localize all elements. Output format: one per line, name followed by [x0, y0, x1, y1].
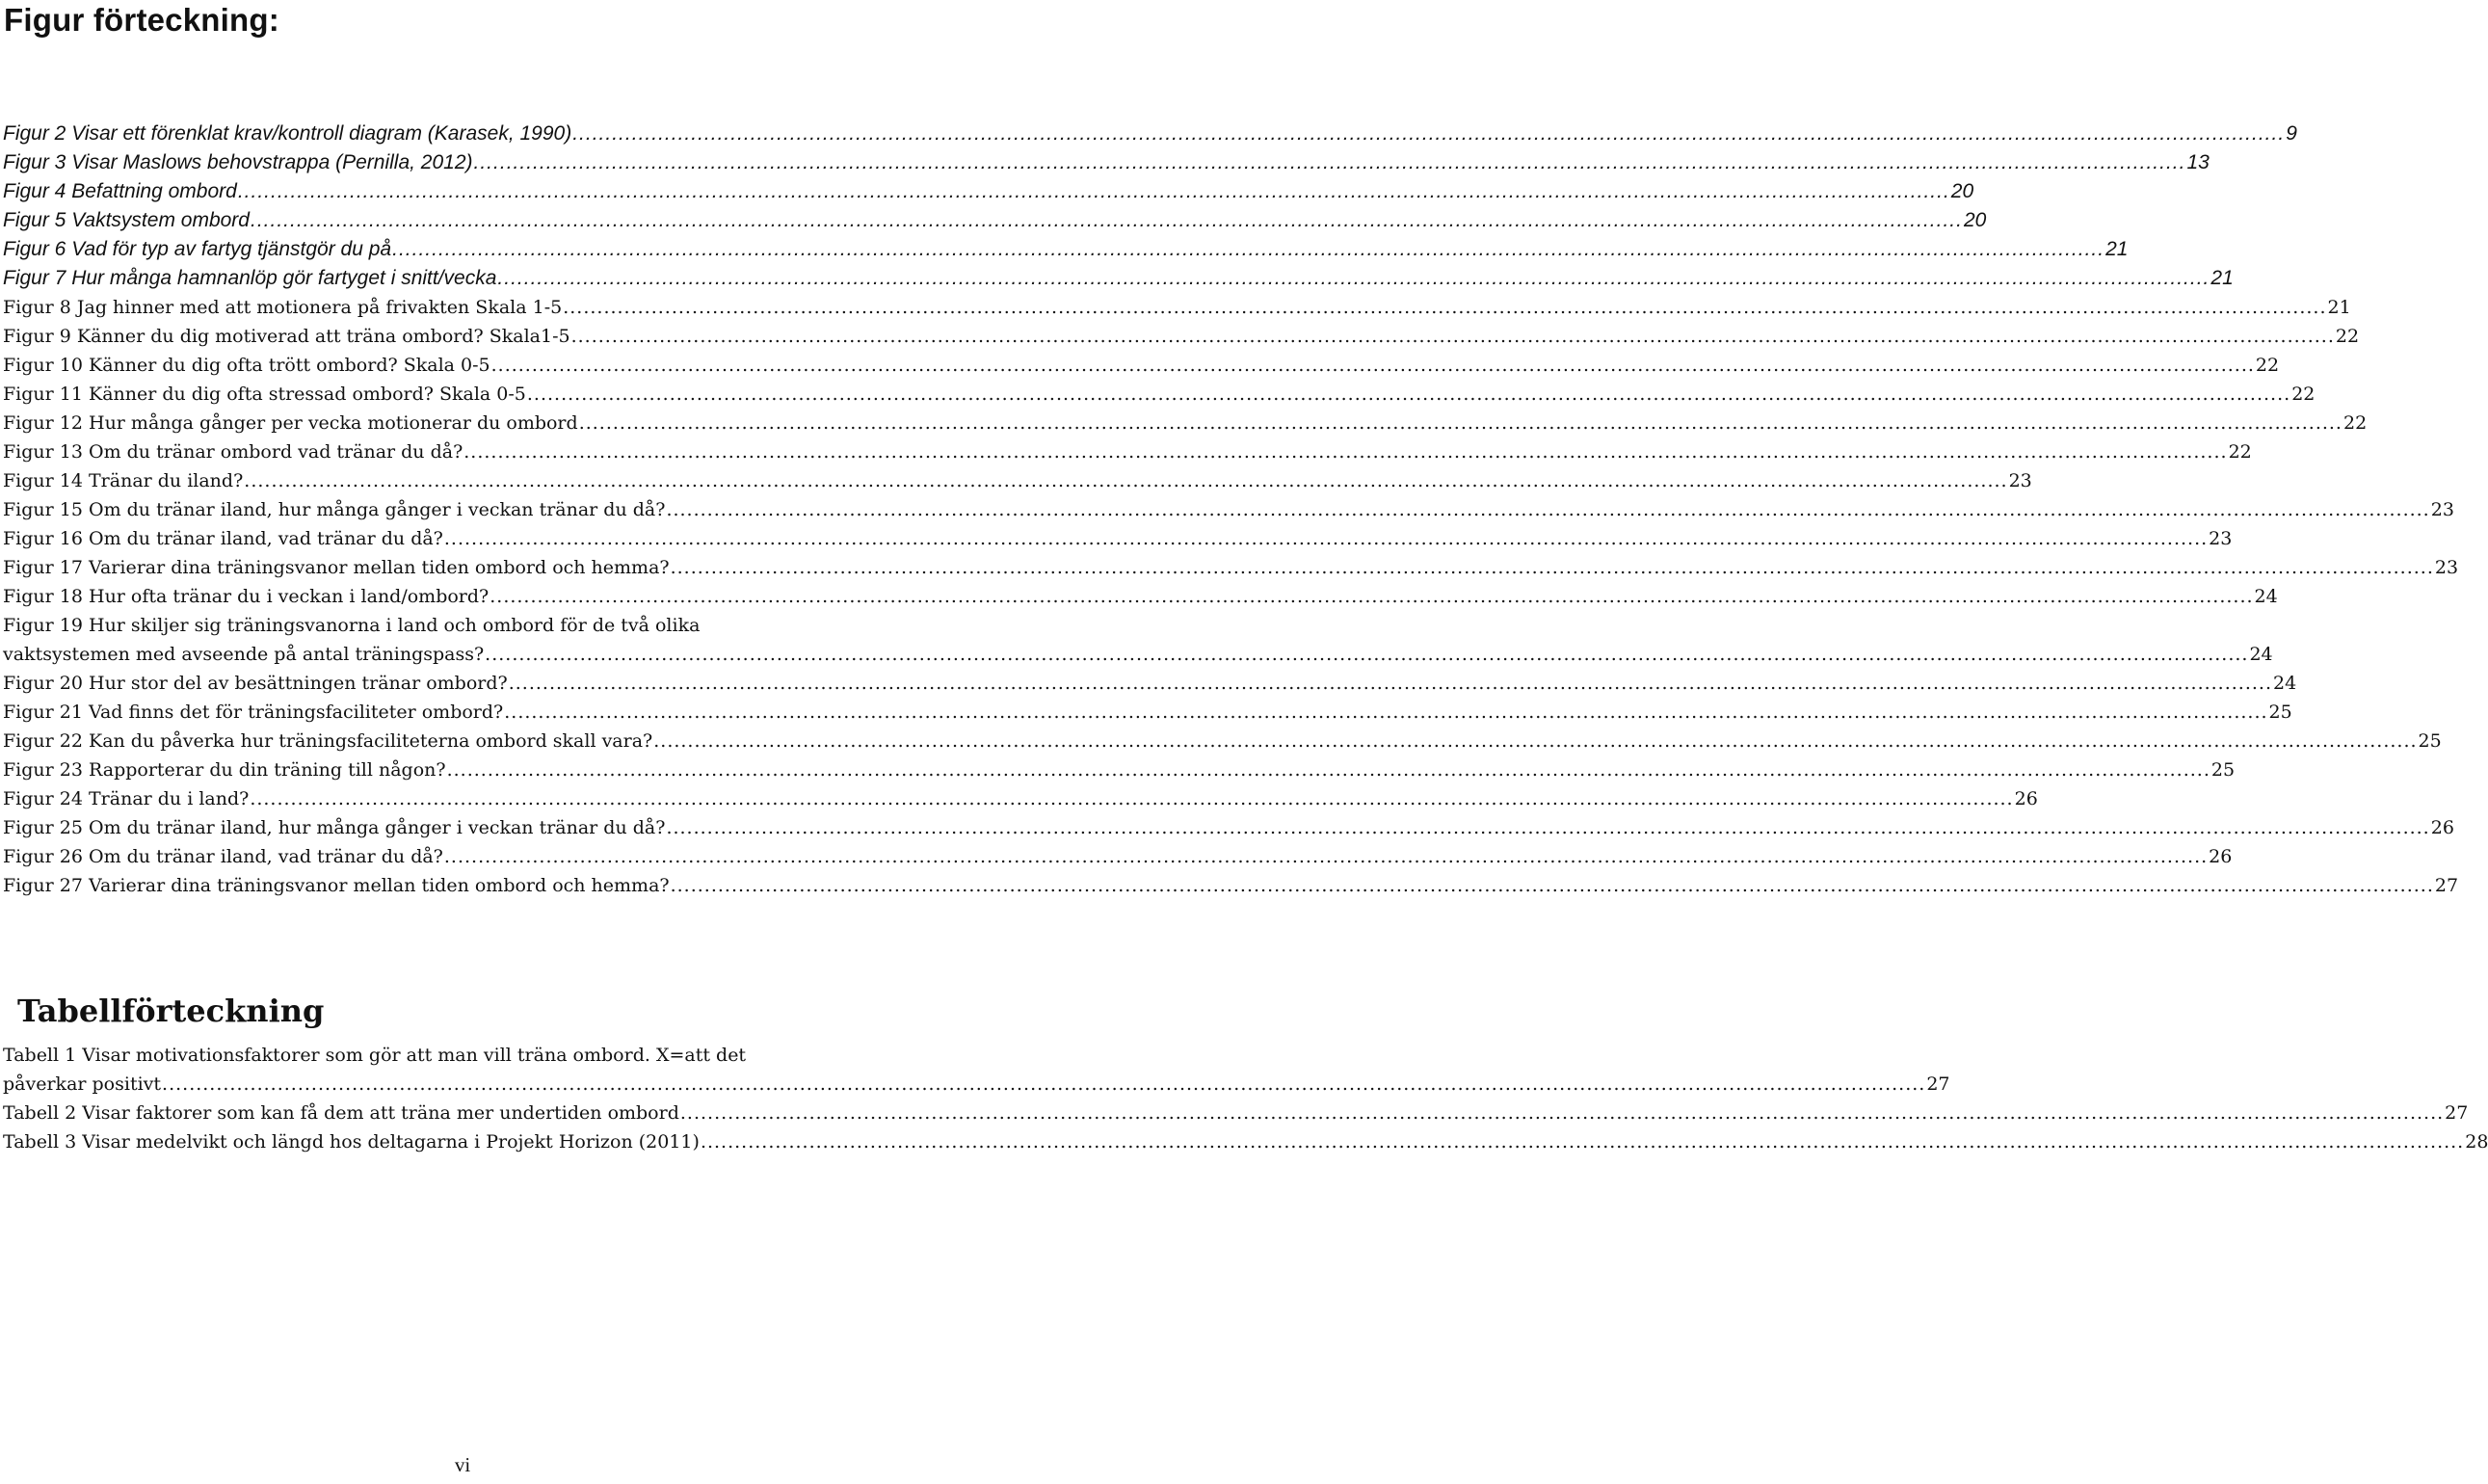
figure-list-entry[interactable]: [3, 698, 2292, 727]
figure-list-entry-label: Figur 14 Tränar du iland?: [3, 470, 244, 491]
figure-list-entry-page-number: 26: [2430, 817, 2454, 838]
figure-list-entry-page-number: 25: [2268, 702, 2292, 723]
dot-leader: [527, 380, 2290, 409]
dot-leader: [504, 698, 2267, 727]
figure-list-entry-label: Figur 18 Hur ofta tränar du i veckan i land/ombord?: [3, 586, 490, 607]
dot-leader: [653, 727, 2417, 755]
figure-list-entry[interactable]: [3, 293, 2351, 322]
dot-leader: [497, 264, 2210, 293]
figure-list-entry-page-number: 22: [2228, 441, 2252, 463]
table-list: [3, 1041, 2488, 1156]
figure-list-entry-label: Figur 25 Om du tränar iland, hur många gånger i veckan tränar du då?: [3, 817, 666, 838]
table-list-entry[interactable]: [3, 1041, 1950, 1099]
dot-leader: [392, 235, 2104, 264]
dot-leader: [666, 495, 2429, 524]
figure-list-entry[interactable]: [3, 177, 1974, 206]
dot-leader: [250, 784, 2013, 813]
figure-list-entry-label: Figur 17 Varierar dina träningsvanor mellan tiden ombord och hemma?: [3, 557, 670, 578]
figure-list-entry-page-number: 22: [2255, 355, 2280, 376]
figure-list-entry[interactable]: [3, 322, 2360, 351]
table-list-heading: Tabellförteckning: [17, 993, 325, 1029]
dot-leader: [444, 842, 2208, 871]
figure-list-entry-label: Figur 24 Tränar du i land?: [3, 788, 250, 809]
dot-leader: [671, 871, 2434, 900]
figure-list-entry-label: Figur 10 Känner du dig ofta trött ombord? Skala 0-5: [3, 355, 490, 376]
figure-list-entry-page-number: 9: [2286, 122, 2297, 145]
figure-list-entry-label: Figur 8 Jag hinner med att motionera på frivakten Skala 1-5: [3, 297, 563, 318]
figure-list-entry[interactable]: [3, 409, 2368, 437]
table-list-entry-page-number: 28: [2465, 1131, 2488, 1153]
figure-list-heading: Figur förteckning:: [4, 2, 279, 38]
figure-list-entry-page-number: 21: [2210, 267, 2234, 289]
figure-list-entry-label: Figur 15 Om du tränar iland, hur många gånger i veckan tränar du då?: [3, 499, 666, 520]
figure-list-entry-page-number: 21: [2327, 297, 2351, 318]
figure-list-entry-label: Figur 7 Hur många hamnanlöp gör fartyget i snitt/vecka: [3, 267, 497, 289]
figure-list-entry-label-line: Figur 19 Hur skiljer sig träningsvanorna i land och ombord för de två olika: [3, 615, 701, 636]
figure-list-entry-label: Figur 11 Känner du dig ofta stressad ombord? Skala 0-5: [3, 384, 526, 405]
figure-list-entry-label: Figur 13 Om du tränar ombord vad tränar du då?: [3, 441, 463, 463]
figure-list-entry[interactable]: [3, 553, 2459, 582]
table-list-entry-label: Tabell 3 Visar medelvikt och längd hos deltagarna i Projekt Horizon (2011): [3, 1131, 700, 1153]
page-number-footer: vi: [454, 1453, 471, 1476]
figure-list-entry[interactable]: [3, 611, 2273, 669]
dot-leader: [251, 206, 1963, 235]
figure-list-entry[interactable]: [3, 235, 2129, 264]
figure-list-entry[interactable]: [3, 119, 2297, 148]
figure-list-entry-label: Figur 20 Hur stor del av besättningen tränar ombord?: [3, 673, 508, 694]
figure-list-entry[interactable]: [3, 755, 2236, 784]
figure-list-entry-label: Figur 9 Känner du dig motiverad att träna ombord? Skala1-5: [3, 326, 570, 347]
figure-list-entry-label: Figur 26 Om du tränar iland, vad tränar du då?: [3, 846, 443, 867]
dot-leader: [447, 755, 2210, 784]
figure-list-entry[interactable]: [3, 582, 2278, 611]
dot-leader: [444, 524, 2208, 553]
dot-leader: [572, 119, 2285, 148]
figure-list-entry[interactable]: [3, 842, 2233, 871]
dot-leader: [463, 437, 2227, 466]
dot-leader: [671, 553, 2434, 582]
figure-list-entry-label: Figur 12 Hur många gånger per vecka motionerar du ombord: [3, 412, 578, 434]
dot-leader: [474, 148, 2186, 177]
dot-leader: [579, 409, 2342, 437]
figure-list-entry-page-number: 26: [2209, 846, 2233, 867]
figure-list: [3, 119, 2459, 900]
figure-list-entry-page-number: 20: [1950, 180, 1974, 202]
figure-list-entry[interactable]: [3, 148, 2210, 177]
figure-list-entry[interactable]: [3, 437, 2252, 466]
dot-leader: [571, 322, 2335, 351]
dot-leader: [490, 582, 2253, 611]
figure-list-entry[interactable]: [3, 784, 2038, 813]
figure-list-entry-label: Figur 23 Rapporterar du din träning till någon?: [3, 759, 446, 781]
figure-list-entry-page-number: 24: [2273, 673, 2297, 694]
dot-leader: [563, 293, 2326, 322]
dot-leader: [485, 640, 2248, 669]
figure-list-entry[interactable]: [3, 813, 2454, 842]
table-list-entry-page-number: 27: [1926, 1073, 1950, 1095]
table-list-entry-page-number: 27: [2445, 1102, 2469, 1124]
table-list-entry[interactable]: [3, 1127, 2488, 1156]
figure-list-entry[interactable]: [3, 727, 2442, 755]
table-list-entry-label: Tabell 2 Visar faktorer som kan få dem att träna mer undertiden ombord: [3, 1102, 679, 1124]
figure-list-entry-page-number: 23: [2209, 528, 2233, 549]
figure-list-entry-page-number: 26: [2014, 788, 2038, 809]
figure-list-entry-label: Figur 22 Kan du påverka hur träningsfaciliteterna ombord skall vara?: [3, 730, 653, 752]
figure-list-entry[interactable]: [3, 380, 2316, 409]
figure-list-entry-page-number: 25: [2210, 759, 2236, 781]
dot-leader: [680, 1099, 2444, 1127]
figure-list-entry-page-number: 21: [2105, 238, 2129, 260]
dot-leader: [162, 1070, 1925, 1099]
figure-list-entry-page-number: 22: [2342, 412, 2368, 434]
figure-list-entry-page-number: 22: [2291, 384, 2316, 405]
figure-list-entry-page-number: 13: [2186, 151, 2210, 173]
figure-list-entry-page-number: 20: [1963, 209, 1987, 231]
figure-list-entry-page-number: 24: [2254, 586, 2278, 607]
figure-list-entry-page-number: 22: [2335, 326, 2360, 347]
dot-leader: [509, 669, 2272, 698]
dot-leader: [238, 177, 1950, 206]
figure-list-entry-label: Figur 4 Befattning ombord: [3, 180, 237, 202]
figure-list-entry[interactable]: [3, 206, 1987, 235]
figure-list-entry[interactable]: [3, 495, 2454, 524]
figure-list-entry-page-number: 23: [2434, 557, 2459, 578]
figure-list-entry[interactable]: [3, 264, 2234, 293]
figure-list-entry-label: Figur 27 Varierar dina träningsvanor mellan tiden ombord och hemma?: [3, 875, 670, 896]
figure-list-entry[interactable]: [3, 466, 2032, 495]
figure-list-entry-label: Figur 2 Visar ett förenklat krav/kontroll diagram (Karasek, 1990): [3, 122, 572, 145]
dot-leader: [244, 466, 2007, 495]
figure-list-entry-page-number: 23: [2008, 470, 2032, 491]
figure-list-entry[interactable]: [3, 669, 2297, 698]
figure-list-entry-page-number: 25: [2418, 730, 2442, 752]
table-list-entry-label: påverkar positivt: [3, 1073, 162, 1095]
figure-list-entry-page-number: 27: [2434, 875, 2459, 896]
figure-list-entry-page-number: 23: [2430, 499, 2454, 520]
figure-list-entry-label: vaktsystemen med avseende på antal träningspass?: [3, 644, 485, 665]
figure-list-entry[interactable]: [3, 351, 2280, 380]
table-list-entry[interactable]: [3, 1099, 2469, 1127]
dot-leader: [491, 351, 2255, 380]
dot-leader: [666, 813, 2429, 842]
figure-list-entry[interactable]: [3, 871, 2459, 900]
figure-list-entry-label: Figur 6 Vad för typ av fartyg tjänstgör du på: [3, 238, 392, 260]
figure-list-entry-label: Figur 16 Om du tränar iland, vad tränar du då?: [3, 528, 443, 549]
dot-leader: [701, 1127, 2464, 1156]
figure-list-entry-label: Figur 5 Vaktsystem ombord: [3, 209, 250, 231]
figure-list-entry-label: Figur 21 Vad finns det för träningsfaciliteter ombord?: [3, 702, 504, 723]
figure-list-entry-page-number: 24: [2249, 644, 2273, 665]
table-list-entry-label-line: Tabell 1 Visar motivationsfaktorer som gör att man vill träna ombord. X=att det: [3, 1045, 747, 1066]
figure-list-entry[interactable]: [3, 524, 2233, 553]
figure-list-entry-label: Figur 3 Visar Maslows behovstrappa (Pernilla, 2012): [3, 151, 473, 173]
